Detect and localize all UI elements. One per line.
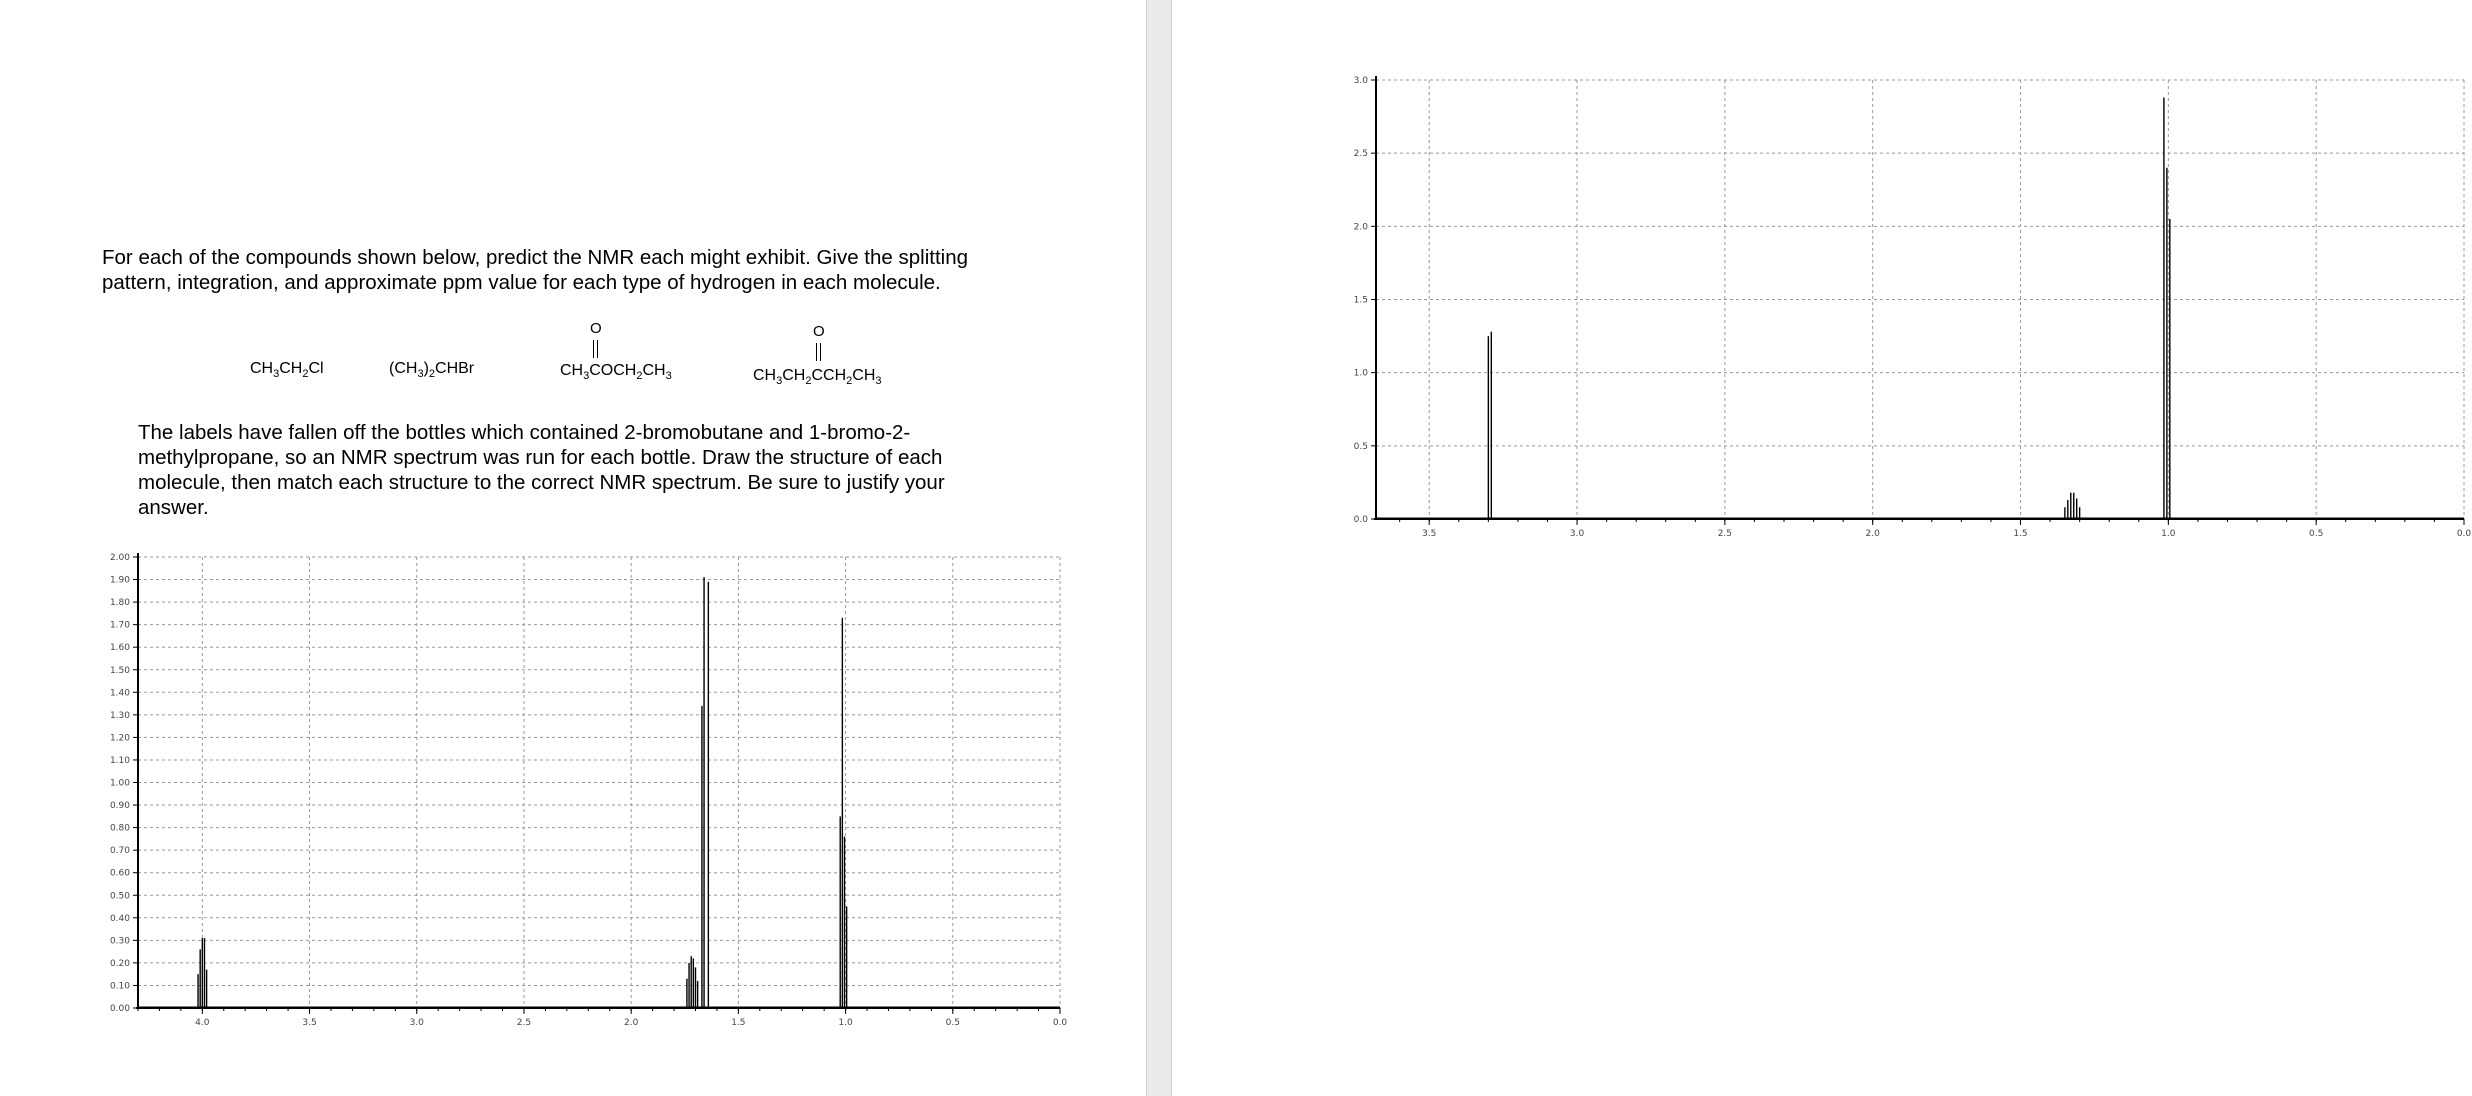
carbonyl-double-bond: [593, 340, 598, 358]
y-tick-label: 1.0: [1353, 368, 1368, 379]
y-tick-label: 0.50: [109, 891, 130, 902]
compound-butanone: O $CH_3COCH_2CH_3$: [560, 320, 672, 383]
question-paragraph: The labels have fallen off the bottles which contained 2-bromobutane and 1-bromo-2-methylpropane, so an NMR spectrum was run for each bottle. Draw the structure of each molecule, then match each structure to the correct NMR spectrum. Be sure to justify your answer.: [138, 421, 945, 519]
y-tick-label: 1.20: [109, 733, 130, 744]
nmr-spectrum-b: [1352, 70, 2472, 550]
y-tick-label: 3.0: [1353, 76, 1368, 86]
y-tick-label: 0.60: [109, 868, 130, 879]
x-tick-label: 0.5: [945, 1018, 960, 1028]
x-tick-label: 3.5: [302, 1018, 317, 1028]
y-tick-label: 0.80: [109, 823, 130, 834]
y-tick-label: 0.30: [109, 936, 130, 947]
y-tick-label: 0.70: [109, 846, 130, 857]
x-tick-label: 3.0: [1569, 529, 1585, 539]
y-tick-label: 1.30: [109, 710, 130, 721]
carbonyl-double-bond: [816, 343, 821, 361]
compound-chloroethane: $CH_3CH_2Cl$: [250, 360, 324, 381]
y-tick-label: 1.90: [109, 575, 130, 586]
y-tick-label: 2.0: [1353, 222, 1368, 233]
y-tick-label: 0.10: [109, 981, 130, 992]
y-tick-label: 0.90: [109, 801, 130, 812]
page-gutter: [1146, 0, 1172, 1096]
y-tick-label: 0.00: [109, 1004, 130, 1014]
x-tick-label: 2.0: [1865, 529, 1880, 539]
y-tick-label: 2.00: [109, 553, 130, 563]
y-tick-label: 1.00: [109, 778, 130, 789]
x-tick-label: 2.5: [1717, 529, 1733, 539]
x-tick-label: 3.5: [1422, 529, 1437, 539]
x-tick-label: 2.0: [623, 1018, 639, 1028]
x-tick-label: 3.0: [409, 1018, 424, 1028]
document-page-right: [1172, 0, 2472, 1096]
carbonyl-oxygen: O: [813, 323, 825, 340]
y-tick-label: 1.80: [109, 598, 130, 609]
y-tick-label: 0.0: [1353, 515, 1368, 525]
x-tick-label: 0.5: [2309, 529, 2324, 539]
y-tick-label: 0.40: [109, 913, 130, 924]
nmr-spectrum-a: [100, 545, 1070, 1028]
y-tick-label: 1.60: [109, 643, 130, 654]
y-tick-label: 1.50: [109, 665, 130, 676]
carbonyl-oxygen: O: [590, 320, 602, 337]
document-page-left: [0, 0, 1146, 1096]
x-tick-label: 1.5: [731, 1018, 746, 1028]
x-tick-label: 2.5: [516, 1018, 532, 1028]
y-tick-label: 1.5: [1353, 295, 1368, 306]
x-tick-label: 1.0: [838, 1018, 853, 1028]
y-tick-label: 1.70: [109, 620, 130, 631]
y-tick-label: 1.40: [109, 688, 130, 699]
x-tick-label: 1.0: [2161, 529, 2176, 539]
x-tick-label: 0.0: [2456, 529, 2472, 539]
x-tick-label: 0.0: [1052, 1018, 1068, 1028]
y-tick-label: 0.5: [1353, 441, 1368, 452]
x-tick-label: 1.5: [2013, 529, 2028, 539]
compound-3-pentanone: O $CH_3CH_2CCH_2CH_3$: [753, 323, 882, 388]
compound-2-bromopropane: $(CH_3)_2CHBr$: [389, 360, 475, 381]
x-tick-label: 4.0: [195, 1018, 210, 1028]
y-tick-label: 2.5: [1353, 149, 1368, 160]
intro-paragraph: For each of the compounds shown below, predict the NMR each might exhibit. Give the splitting pattern, integration, and approximate ppm value for each type of hydrogen in each molecule.: [102, 246, 969, 294]
y-tick-label: 0.20: [109, 958, 130, 969]
y-tick-label: 1.10: [109, 755, 130, 766]
